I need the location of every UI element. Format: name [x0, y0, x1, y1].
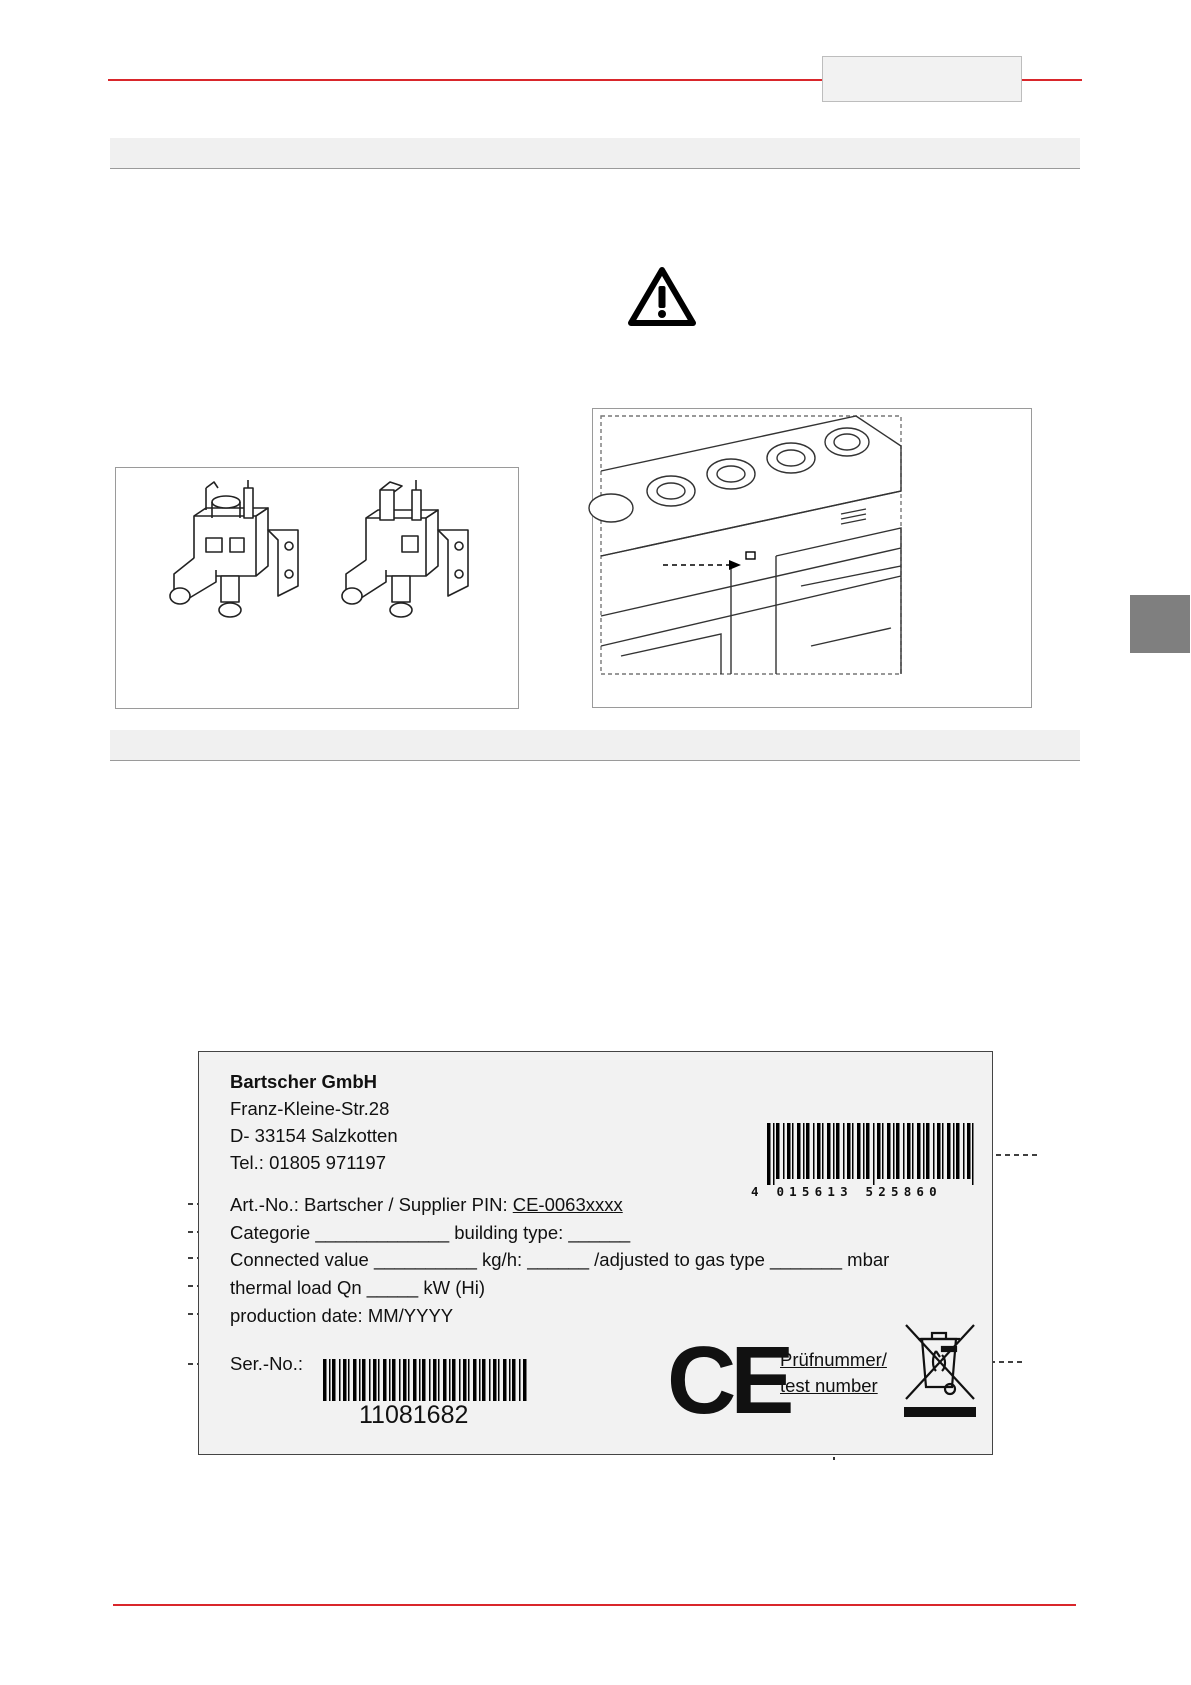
barcode-bar	[339, 1359, 341, 1401]
barcode-bar	[972, 1123, 974, 1185]
barcode-bar	[923, 1123, 925, 1179]
barcode-bar	[797, 1123, 801, 1179]
section-heading-band-2	[110, 730, 1080, 761]
header-rule-right	[1022, 79, 1082, 81]
barcode-bar	[813, 1123, 815, 1179]
barcode-bar	[373, 1359, 377, 1401]
barcode-bar	[389, 1359, 391, 1401]
barcode-bar	[847, 1123, 851, 1179]
barcode-bar	[343, 1359, 347, 1401]
barcode-bar	[422, 1359, 426, 1401]
barcode-bar	[323, 1359, 327, 1401]
test-number-label-de: Prüfnummer/	[780, 1349, 887, 1370]
footer-rule	[113, 1604, 1076, 1606]
barcode-bar	[429, 1359, 431, 1401]
barcode-bar	[408, 1359, 410, 1401]
barcode-bar	[443, 1359, 447, 1401]
barcode-bar	[843, 1123, 845, 1179]
barcode-bar	[866, 1123, 870, 1179]
burner-detail-figure	[592, 408, 1032, 708]
barcode-bar	[776, 1123, 780, 1179]
serial-number: 11081682	[359, 1401, 469, 1429]
plate-article-number	[230, 1194, 623, 1216]
plate-company: Bartscher GmbH	[230, 1071, 378, 1092]
barcode-bar	[887, 1123, 891, 1179]
barcode-bar	[378, 1359, 380, 1401]
barcode-bar	[452, 1359, 456, 1401]
barcode-bar	[383, 1359, 387, 1401]
plate-thermal-load: thermal load Qn _____ kW (Hi)	[230, 1277, 485, 1298]
barcode-bar	[787, 1123, 791, 1179]
rating-plate	[198, 1051, 993, 1455]
barcode-bar	[933, 1123, 935, 1179]
barcode-bar	[937, 1123, 941, 1179]
barcode-bar	[438, 1359, 440, 1401]
barcode-bar	[827, 1123, 831, 1179]
barcode-bar	[953, 1123, 955, 1179]
barcode-bar	[806, 1123, 810, 1179]
barcode-bar	[896, 1123, 900, 1179]
plate-categorie: Categorie _____________ building type: ______	[230, 1222, 631, 1243]
barcode-bar	[498, 1359, 500, 1401]
barcode-bar	[523, 1359, 527, 1401]
barcode-bar	[956, 1123, 960, 1179]
burner-detail-illustration	[601, 416, 901, 676]
barcode-bar	[479, 1359, 481, 1401]
barcode-bar	[822, 1123, 824, 1179]
barcode-bar	[926, 1123, 930, 1179]
ce-mark-icon: CE	[667, 1327, 789, 1434]
plate-connected-value: Connected value __________ kg/h: ______ /adjusted to gas type _______ mbar	[230, 1249, 890, 1270]
plate-production-date: production date: MM/YYYY	[230, 1305, 454, 1326]
plate-phone: Tel.: 01805 971197	[230, 1152, 387, 1173]
barcode-bar	[852, 1123, 854, 1179]
barcode-bar	[783, 1123, 785, 1179]
barcode-bar	[836, 1123, 840, 1179]
barcode-bar	[419, 1359, 421, 1401]
barcode-bar	[348, 1359, 350, 1401]
test-number-label-en: test number	[780, 1375, 878, 1396]
section-heading-band-1	[110, 138, 1080, 169]
barcode-bar	[767, 1123, 771, 1185]
barcode-bar	[773, 1123, 775, 1185]
barcode-bar	[877, 1123, 881, 1179]
plate-street: Franz-Kleine-Str.28	[230, 1098, 390, 1119]
barcode-bar	[863, 1123, 865, 1179]
barcode-bar	[963, 1123, 965, 1179]
barcode-bar	[493, 1359, 497, 1401]
barcode-bar	[399, 1359, 401, 1401]
barcode-bar	[817, 1123, 821, 1179]
barcode-bar	[857, 1123, 861, 1179]
plate-city: D- 33154 Salzkotten	[230, 1125, 398, 1146]
barcode-bar	[947, 1123, 951, 1179]
ean-barcode-number: 4 015613 525860	[751, 1184, 942, 1199]
barcode-bar	[359, 1359, 361, 1401]
plate-article-number-label: Art.-No.: Bartscher / Supplier PIN:	[230, 1194, 513, 1215]
barcode-bar	[489, 1359, 491, 1401]
barcode-bar	[369, 1359, 371, 1401]
barcode-bar	[912, 1123, 914, 1179]
barcode-bar	[433, 1359, 437, 1401]
barcode-bar	[449, 1359, 451, 1401]
barcode-bar	[519, 1359, 521, 1401]
gas-valve-figure	[115, 467, 519, 709]
barcode-bar	[503, 1359, 507, 1401]
barcode-bar	[893, 1123, 895, 1179]
barcode-bar	[882, 1123, 884, 1179]
barcode-bar	[803, 1123, 805, 1179]
barcode-bar	[917, 1123, 921, 1179]
barcode-bar	[873, 1123, 875, 1185]
barcode-bar	[967, 1123, 971, 1179]
plate-pin-value: CE-0063xxxx	[512, 1194, 623, 1215]
gas-valve-illustration-2	[336, 478, 476, 638]
barcode-bar	[463, 1359, 467, 1401]
barcode-bar	[459, 1359, 461, 1401]
ean-barcode	[767, 1123, 977, 1185]
warning-triangle-icon	[628, 266, 696, 326]
barcode-bar	[473, 1359, 477, 1401]
barcode-bar	[332, 1359, 336, 1401]
barcode-bar	[353, 1359, 357, 1401]
chapter-thumb-tab	[1130, 595, 1190, 653]
burner-pointer-arrow	[663, 559, 743, 571]
barcode-bar	[509, 1359, 511, 1401]
serial-barcode	[323, 1359, 529, 1401]
barcode-bar	[468, 1359, 470, 1401]
barcode-bar	[512, 1359, 516, 1401]
gas-valve-illustration-1	[166, 478, 306, 638]
barcode-bar	[362, 1359, 366, 1401]
crossed-out-wheelie-bin-icon	[902, 1321, 978, 1419]
barcode-bar	[792, 1123, 794, 1179]
barcode-bar	[403, 1359, 407, 1401]
header-label-box	[822, 56, 1022, 102]
header-rule-left	[108, 79, 822, 81]
barcode-bar	[392, 1359, 396, 1401]
barcode-bar	[833, 1123, 835, 1179]
barcode-bar	[903, 1123, 905, 1179]
barcode-bar	[413, 1359, 417, 1401]
barcode-bar	[907, 1123, 911, 1179]
barcode-bar	[942, 1123, 944, 1179]
barcode-bar	[329, 1359, 331, 1401]
plate-serial-label: Ser.-No.:	[230, 1353, 303, 1374]
barcode-bar	[482, 1359, 486, 1401]
